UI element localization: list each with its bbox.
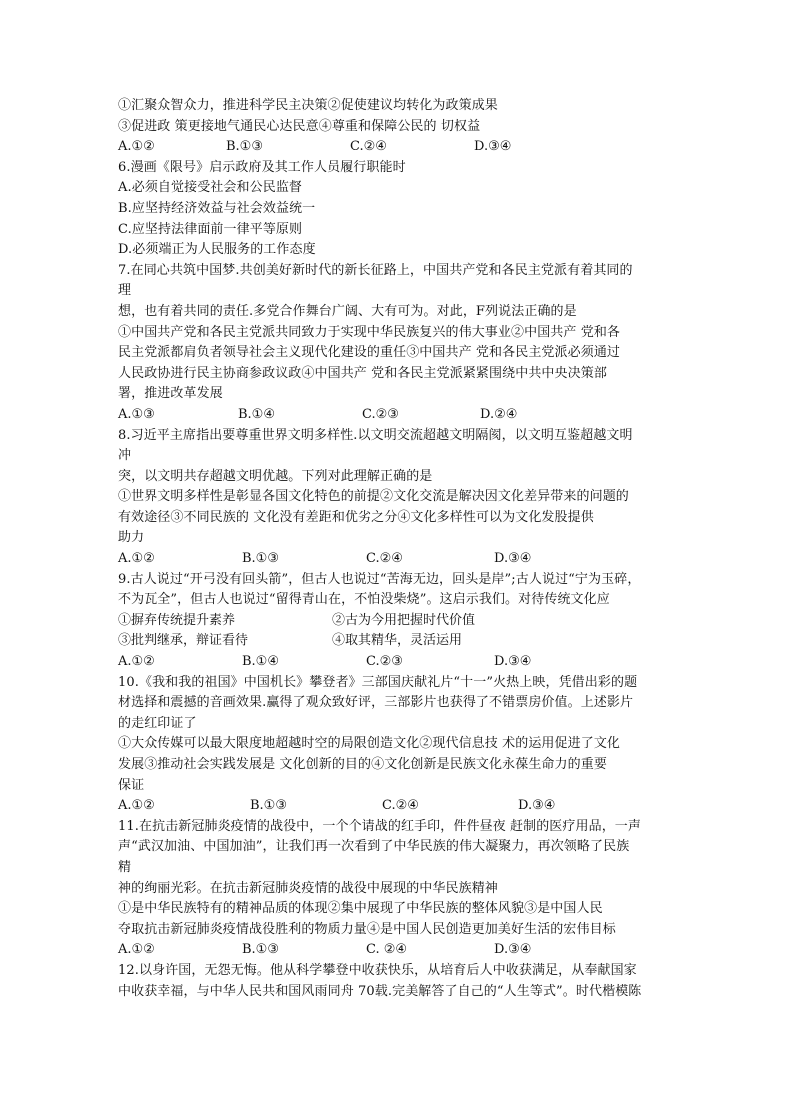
q11-line: 神的绚丽光彩。在抗击新冠肺炎疫情的战役中展现的中华民族精神 [118, 880, 498, 896]
q7-line: 人民政协进行民主协商参政议政④中国共产 党和各民主党派紧紧围绕中共中央决策部 [118, 365, 607, 381]
option-c[interactable]: C.②④ [366, 551, 403, 567]
q8-options [118, 549, 678, 570]
option-b[interactable]: B.①③ [242, 551, 279, 567]
option-b[interactable]: B.①③ [226, 139, 263, 155]
option-d[interactable]: D.③④ [494, 654, 532, 670]
option-d[interactable]: D.②④ [480, 406, 518, 422]
q9-statement: ③批判继承，辩证看待 [118, 633, 249, 649]
q5-statement-line: ③促进政 策更接地气通民心达民意④尊重和保障公民的 切权益 [118, 118, 481, 134]
q12-line: 中收获幸福，与中华人民共和国风雨同舟 70载.完美解答了自己的“人生等式”。时代楷模陈 [118, 983, 642, 999]
q10-line: 保证 [118, 777, 145, 793]
q11-line: 精 [118, 859, 132, 875]
q6-option-b[interactable]: B.应坚持经济效益与社会效益统一 [118, 200, 316, 216]
q7-line: 民主党派都肩负者领导社会主义现代化建设的重任③中国共产 党和各民主党派必须通过 [118, 345, 621, 361]
option-a[interactable]: A.①② [118, 798, 155, 814]
option-c[interactable]: C. ②④ [366, 942, 408, 958]
option-d[interactable]: D.③④ [494, 942, 532, 958]
q6-option-a[interactable]: A.必须自觉接受社会和公民监督 [118, 180, 303, 196]
q7-line: 理 [118, 283, 132, 299]
option-a[interactable]: A.①② [118, 551, 155, 567]
option-c[interactable]: C.②③ [366, 654, 403, 670]
q6-option-c[interactable]: C.应坚持法律面前一律平等原则 [118, 221, 303, 237]
q9-statements-row [118, 631, 678, 652]
q8-line: 冲 [118, 448, 132, 464]
q10-line: 10.《我和我的祖国》中国机长》攀登者》三部国庆献礼片“十一”火热上映，凭借出彩的题 [118, 674, 638, 690]
option-b[interactable]: B.①③ [242, 942, 279, 958]
q9-line: 9.古人说过“开弓没有回头箭”，但古人也说过“苦海无边，回头是岸”;古人说过“宁为玉碎， [118, 571, 641, 587]
q11-line: ①是中华民族特有的精神品质的体现②集中展现了中华民族的整体风貌③是中国人民 [118, 901, 603, 917]
q5-options [118, 137, 678, 158]
q7-line: 想，也有着共同的责任.多党合作舞台广阔、大有可为。对此，F列说法正确的是 [118, 303, 577, 319]
q8-line: ①世界文明多样性是彰显各国文化特色的前提②文化交流是解决因文化差异带来的问题的 [118, 489, 629, 505]
q11-line: 声“武汉加油、中国加油”，让我们再一次看到了中华民族的伟大凝聚力，再次领略了民族 [118, 839, 630, 855]
q8-line: 助力 [118, 530, 145, 546]
q11-line: 夺取抗击新冠肺炎疫情战役胜利的物质力量④是中国人民创造更加美好生活的宏伟目标 [118, 921, 616, 937]
q7-line: ①中国共产党和各民主党派共同致力于实现中华民族复兴的伟大事业②中国共产 党和各 [118, 324, 621, 340]
q10-line: ①大众传媒可以最大限度地超越时空的局限创造文化②现代信息技 术的运用促进了文化 [118, 736, 621, 752]
q12-line: 12.以身许国，无怨无悔。他从科学攀登中收获快乐，从培育后人中收获满足，从奉献国家 [118, 962, 637, 978]
q7-options [118, 405, 678, 426]
option-b[interactable]: B.①③ [250, 798, 287, 814]
q8-line: 有效途径③不同民族的 文化没有差距和优劣之分④文化多样性可以为文化发股提供 [118, 509, 594, 525]
q10-line: 的走红印证了 [118, 715, 197, 731]
q9-statement: ④取其精华，灵活运用 [332, 633, 463, 649]
option-a[interactable]: A.①③ [118, 406, 155, 422]
q10-options [118, 796, 678, 817]
q11-line: 11.在抗击新冠肺炎疫情的战役中，一个个请战的红手印，件件昼夜 赶制的医疗用品，一声 [118, 818, 642, 834]
q6-stem: 6.漫画《限号》启示政府及其工作人员履行职能时 [118, 159, 406, 175]
option-b[interactable]: B.①④ [238, 406, 275, 422]
q6-option-d[interactable]: D.必须端正为人民服务的工作态度 [118, 242, 316, 258]
q10-line: 材选择和震撼的音画效果.赢得了观众致好评，三部影片也获得了不错票房价值。上述影片 [118, 695, 634, 711]
option-b[interactable]: B.①④ [242, 654, 279, 670]
option-a[interactable]: A.①② [118, 654, 155, 670]
q9-statements-row [118, 611, 678, 632]
exam-page [118, 96, 678, 1002]
option-c[interactable]: C.②③ [362, 406, 399, 422]
option-c[interactable]: C.②④ [350, 139, 387, 155]
option-d[interactable]: D.③④ [474, 139, 512, 155]
q7-line: 署，推进改革发展 [118, 386, 223, 402]
q9-line: 不为瓦全”，但古人也说过“留得青山在，不怕没柴烧”。这启示我们。对待传统文化应 [118, 592, 610, 608]
q7-line: 7.在同心共筑中国梦.共创美好新时代的新长征路上，中国共产党和各民主党派有着其同的 [118, 262, 633, 278]
q9-statement: ②古为今用把握时代价值 [332, 612, 476, 628]
option-a[interactable]: A.①② [118, 139, 155, 155]
q11-options [118, 940, 678, 961]
q9-options [118, 652, 678, 673]
q8-line: 8.习近平主席指出要尊重世界文明多样性.以文明交流超越文明隔阂，以文明互鉴超越文明 [118, 427, 633, 443]
q5-statement-line: ①汇聚众智众力，推进科学民主决策②促使建议均转化为政策成果 [118, 98, 498, 113]
option-d[interactable]: D.③④ [518, 798, 556, 814]
option-d[interactable]: D.③④ [494, 551, 532, 567]
q8-line: 突，以文明共存超越文明优越。下列对此理解正确的是 [118, 468, 433, 484]
option-a[interactable]: A.①② [118, 942, 155, 958]
q9-statement: ①摒弃传统提升素养 [118, 612, 236, 628]
option-c[interactable]: C.②④ [382, 798, 419, 814]
q10-line: 发展③推动社会实践发展是 文化创新的目的④文化创新是民族文化永葆生命力的重要 [118, 757, 607, 772]
